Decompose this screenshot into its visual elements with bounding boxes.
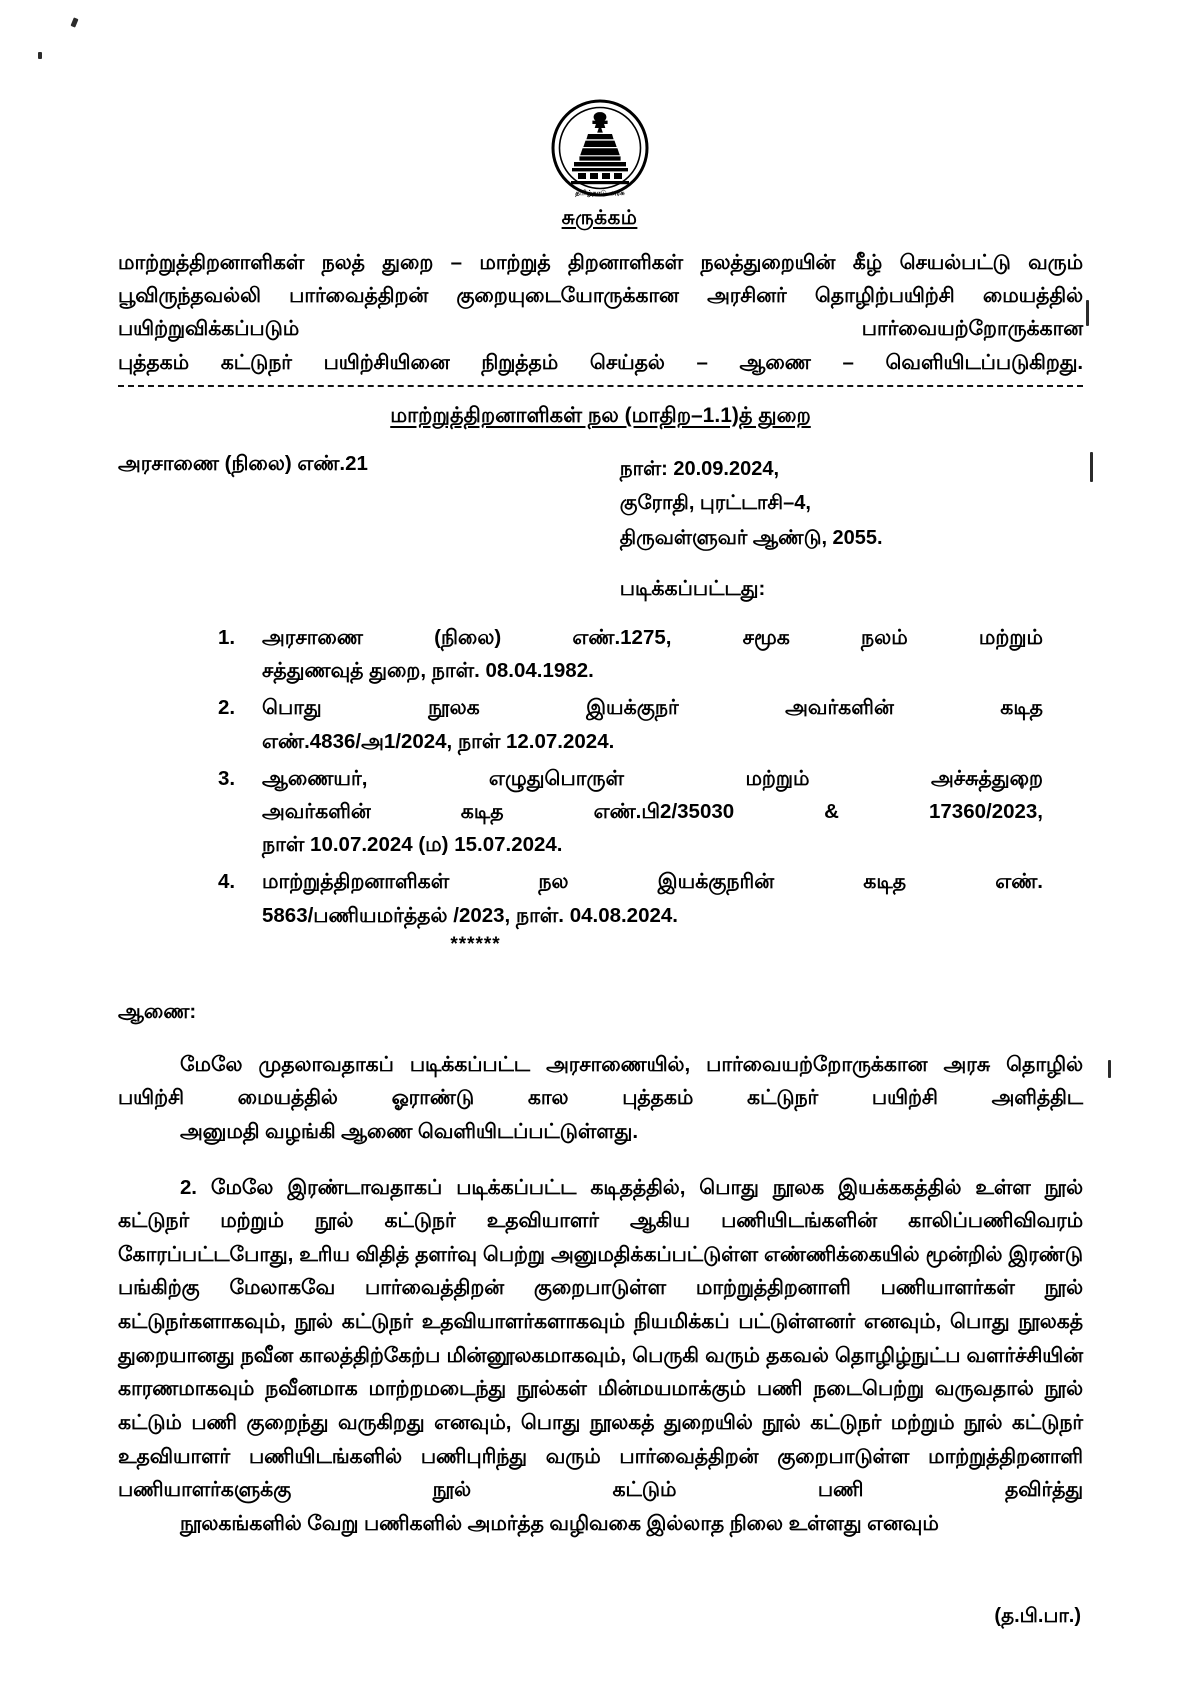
continuation-marker: (த.பி.பா.): [994, 1605, 1081, 1627]
reference-number: 3.: [218, 766, 236, 790]
abstract-line-3: அரசினர் தொழிற்பயிற்சி மையத்தில் பயிற்றுவிக்கப்படும் பார்வையற்றோருக்கான: [118, 284, 1083, 341]
order-paragraph-1: [118, 1048, 1083, 1149]
order-paragraph-1-tail: அனுமதி வழங்கி ஆணை வெளியிடப்பட்டுள்ளது.: [180, 1120, 638, 1144]
department-heading: மாற்றுத்திறனாளிகள் நல (மாதிற–1.1)த் துறை: [390, 403, 811, 427]
reference-item: [218, 691, 1043, 757]
order-paragraph-2-tail: நூலகங்களில் வேறு பணிகளில் அமர்த்த வழிவகை இல்லாத நிலை உள்ளது எனவும்: [180, 1511, 939, 1535]
order-paragraph-2: [118, 1171, 1083, 1541]
reference-item: [218, 621, 1043, 687]
abstract-label: சுருக்கம்: [561, 207, 638, 229]
abstract-paragraph: [118, 246, 1083, 379]
reference-line: அரசாணை (நிலை) எண்.1275, சமூக நலம் மற்றும்: [262, 625, 1043, 649]
abstract-line-1: மாற்றுத்திறனாளிகள் நலத் துறை – மாற்றுத் திறனாளிகள் நலத்துறையின் கீழ்: [118, 251, 883, 274]
scan-speck: [1090, 452, 1093, 482]
reference-line: சத்துணவுத் துறை, நாள். 08.04.1982.: [262, 659, 594, 683]
order-date-thiruvalluvar-year: திருவள்ளுவர் ஆண்டு, 2055.: [619, 526, 883, 549]
reference-number: 4.: [218, 870, 236, 894]
reference-line: 5863/பணியமர்த்தல் /2023, நாள். 04.08.2024.: [262, 903, 678, 927]
government-order-number: அரசாணை (நிலை) எண்.21: [118, 451, 368, 475]
reference-line: அவர்களின் கடித எண்.பி2/35030 & 17360/2023,: [262, 800, 1043, 823]
reference-item: [218, 762, 1043, 862]
abstract-line-2: செயல்பட்டு வரும் பூவிருந்தவல்லி பார்வைத்திறன் குறையுடையோருக்கான: [118, 251, 1083, 308]
emblem-container: [0, 0, 1199, 205]
reference-line: பொது நூலக இயக்குநர் அவர்களின் கடித: [262, 696, 1043, 720]
reference-line: மாற்றுத்திறனாளிகள் நல இயக்குநரின் கடித எண்.: [262, 870, 1043, 894]
reference-item: [218, 865, 1043, 931]
order-section-label: ஆணை:: [118, 999, 197, 1023]
reference-list: [118, 621, 1083, 932]
reference-number: 2.: [218, 696, 236, 720]
reference-line: எண்.4836/அ1/2024, நாள் 12.07.2024.: [262, 729, 615, 753]
order-paragraph-1-text: மேலே முதலாவதாகப் படிக்கப்பட்ட அரசாணையில், பார்வையற்றோருக்கான அரசு தொழில் பயிற்சி மையத்தில் ஓராண்டு கால புத்தகம் கட்டுநர் பயிற்சி அளித்திட: [118, 1052, 1083, 1110]
order-paragraph-2-text: 2. மேலே இரண்டாவதாகப் படிக்கப்பட்ட கடிதத்தில், பொது நூலக இயக்ககத்தில் உள்ள நூல் கட்டுநர் மற்றும் நூல் கட்டுநர் உதவியாளர் ஆகிய பணியிடங்களின் காலிப்பணிவிவரம் கோரப்பட்டபோது, உரிய விதித் தளர்வு பெற்று அனுமதிக்கப்பட்டுள்ள எண்ணிக்கையில் மூன்றில் இரண்டு பங்கிற்கு மேலாகவே பார்வைத்திறன் குறைபாடுள்ள மாற்றுத்திறனாளி பணியாளர்கள் நூல் கட்டுநர்களாகவும், நூல் கட்டுநர் உதவியாளர்களாகவும் நியமிக்கப் பட்டுள்ளனர் எனவும், பொது நூலகத் துறையானது நவீன காலத்திற்கேற்ப மின்னூலகமாகவும், பெருகி வரும் தகவல் தொழிழ்நுட்ப வளர்ச்சியின் காரணமாகவும் நவீனமாக மாற்றமடைந்து நூல்கள் மின்மயமாக்கும் பணி நடைபெற்று வருவதால் நூல் கட்டும் பணி குறைந்து வருகிறது எனவும், பொது நூலகத் துறையில் நூல் கட்டுநர் மற்றும் நூல் கட்டுநர் உதவியாளர் பணியிடங்களில் பணிபுரிந்து வரும் பார்வைத்திறன் குறைபாடுள்ள மாற்றுத்திறனாளி பணியாளர்களுக்கு நூல் கட்டும் பணி தவிர்த்து: [118, 1175, 1083, 1502]
read-as-label: படிக்கப்பட்டது:: [619, 576, 766, 600]
order-date-gregorian: நாள்: 20.09.2024,: [619, 457, 779, 480]
order-date-tamil-month: குரோதி, புரட்டாசி–4,: [619, 492, 811, 515]
reference-number: 1.: [218, 625, 236, 649]
order-number-date-row: [118, 452, 1083, 555]
reference-line: ஆணையர், எழுதுபொருள் மற்றும் அச்சுத்துறை: [262, 766, 1043, 790]
scan-speck: [1086, 300, 1089, 326]
order-date-block: [620, 452, 1083, 555]
reference-line: நாள் 10.07.2024 (ம) 15.07.2024.: [262, 833, 563, 857]
abstract-line-4: புத்தகம் கட்டுநர் பயிற்சியினை நிறுத்தம் செய்தல் – ஆணை – வெளியிடப்படுகிறது.: [118, 350, 1083, 374]
svg-text:தமிழ்நாடு அரசு: தமிழ்நாடு அரசு: [574, 190, 625, 197]
document-content: [0, 246, 1199, 1540]
section-divider: [118, 385, 1083, 388]
scan-speck: [38, 52, 42, 59]
stars-separator: ******: [450, 933, 501, 955]
tamil-nadu-government-emblem: [548, 96, 652, 200]
scan-speck: [1108, 1060, 1111, 1078]
